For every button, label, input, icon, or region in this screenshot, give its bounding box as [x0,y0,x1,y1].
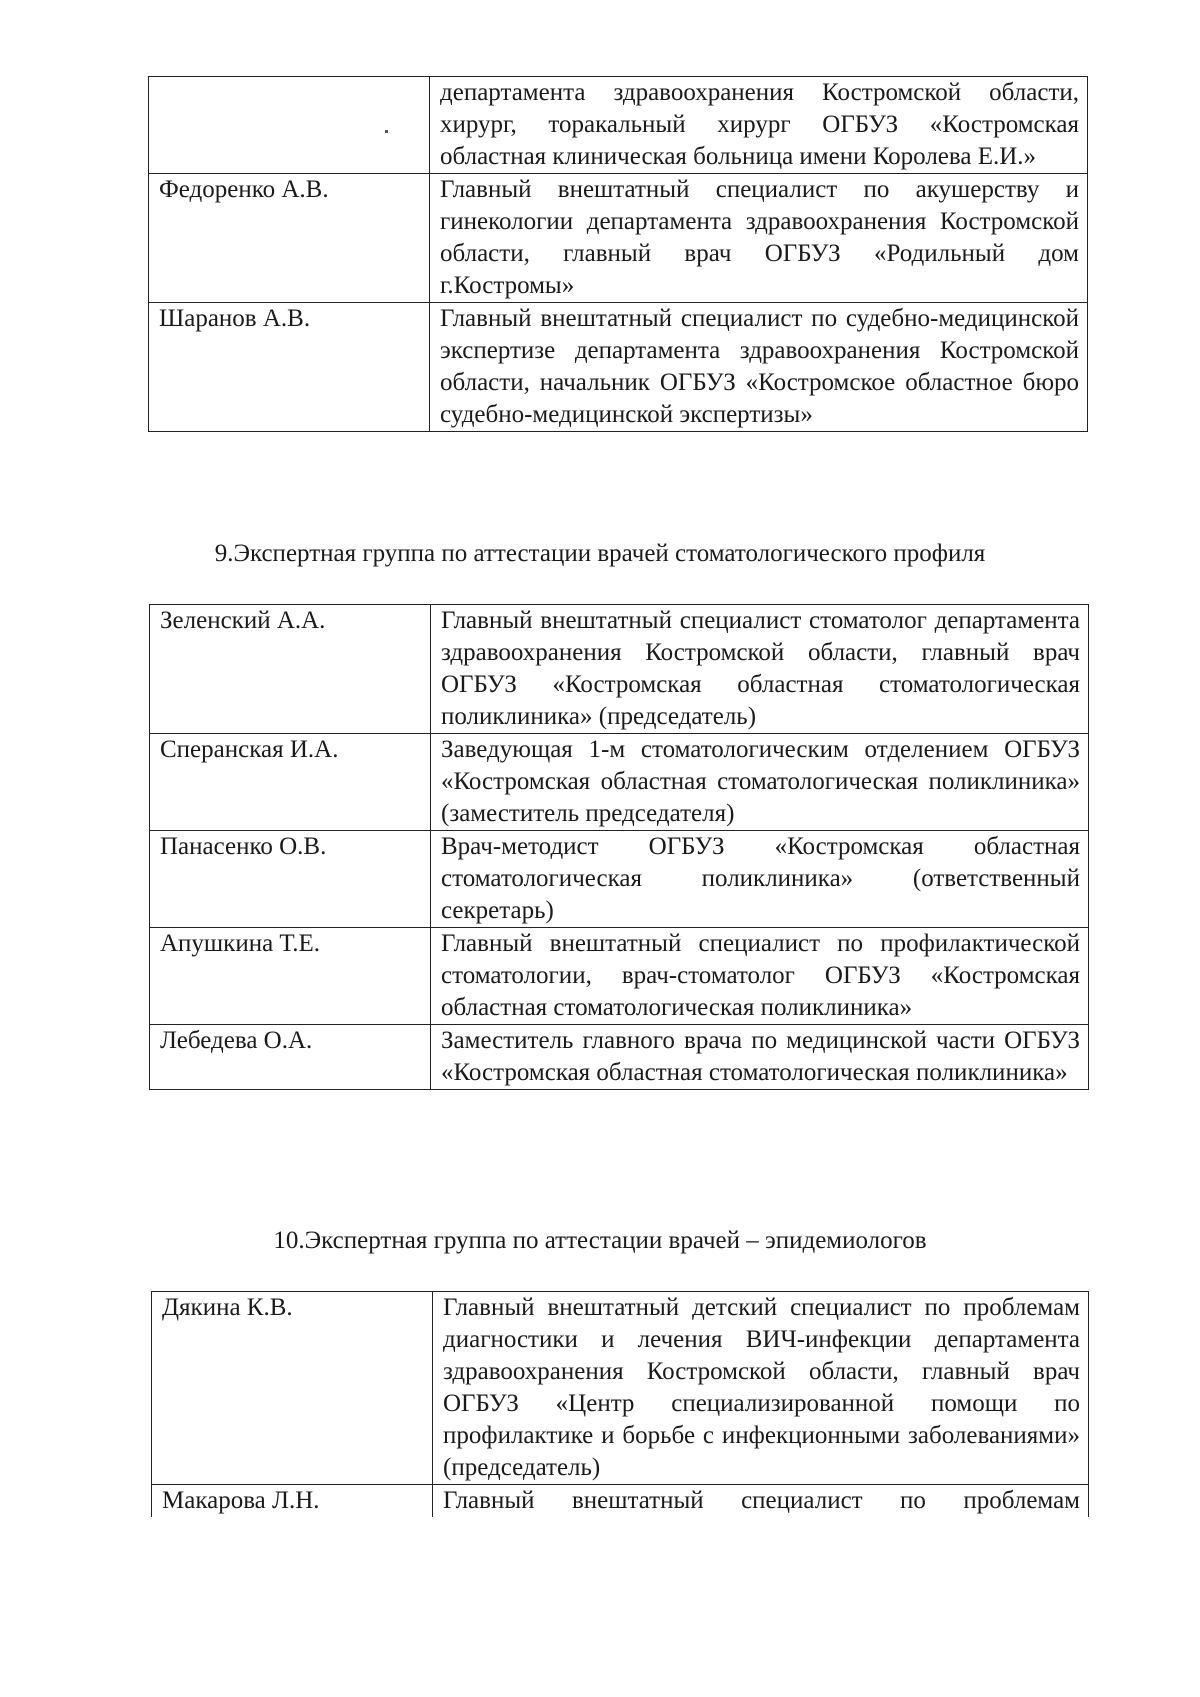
member-position: Врач-методист ОГБУЗ «Костромская областная стоматологическая поликлиника» (ответственный секретарь) [431,831,1089,928]
table-row [150,1025,1089,1090]
member-name: Сперанская И.А. [150,734,431,831]
table-row [152,1485,1089,1518]
member-position: департамента здравоохранения Костромской области, хирург, торакальный хирург ОГБУЗ «Костромская областная клиническая больница имени Королева Е.И.» [430,77,1088,174]
member-position: Заведующая 1-м стоматологическим отделением ОГБУЗ «Костромская областная стоматологическая поликлиника» (заместитель председателя) [431,734,1089,831]
member-position: Главный внештатный специалист по акушерству и гинекологии департамента здравоохранения Костромской области, главный врач ОГБУЗ «Родильный дом г.Костромы» [430,174,1088,303]
member-name: Панасенко О.В. [150,831,431,928]
member-name: Лебедева О.А. [150,1025,431,1090]
table-row [152,1292,1089,1485]
section-9-heading: 9.Экспертная группа по аттестации врачей стоматологического профиля [214,540,986,567]
member-name: Шаранов А.В. [149,303,430,432]
section-10-table [151,1291,1089,1517]
member-position: Главный внештатный специалист стоматолог департамента здравоохранения Костромской области, главный врач ОГБУЗ «Костромская областная стоматологическая поликлиника» (председатель) [431,605,1089,734]
section-10-heading: 10.Экспертная группа по аттестации врачей – эпидемиологов [273,1227,927,1254]
member-name: Зеленский А.А. [150,605,431,734]
member-name: Макарова Л.Н. [152,1485,433,1518]
section-9-table [149,604,1089,1090]
member-position: Заместитель главного врача по медицинской части ОГБУЗ «Костромская областная стоматологическая поликлиника» [431,1025,1089,1090]
table-row [150,734,1089,831]
member-position: Главный внештатный специалист по судебно-медицинской экспертизе департамента здравоохранения Костромской области, начальник ОГБУЗ «Костромское областное бюро судебно-медицинской экспертизы» [430,303,1088,432]
table-continued [148,76,1088,432]
table-row [149,303,1088,432]
member-position: Главный внештатный специалист по проблемам [433,1485,1089,1518]
table-row [149,77,1088,174]
member-position: Главный внештатный детский специалист по проблемам диагностики и лечения ВИЧ-инфекции департамента здравоохранения Костромской области, главный врач ОГБУЗ «Центр специализированной помощи по профилактике и борьбе с инфекционными заболеваниями» (председатель) [433,1292,1089,1485]
member-name: Федоренко А.В. [149,174,430,303]
table-row [150,831,1089,928]
member-name: Апушкина Т.Е. [150,928,431,1025]
table-row [149,174,1088,303]
member-position: Главный внештатный специалист по профилактической стоматологии, врач-стоматолог ОГБУЗ «Костромская областная стоматологическая поликлиника» [431,928,1089,1025]
table-row [150,605,1089,734]
table-row [150,928,1089,1025]
member-name [149,77,430,174]
member-name: Дякина К.В. [152,1292,433,1485]
